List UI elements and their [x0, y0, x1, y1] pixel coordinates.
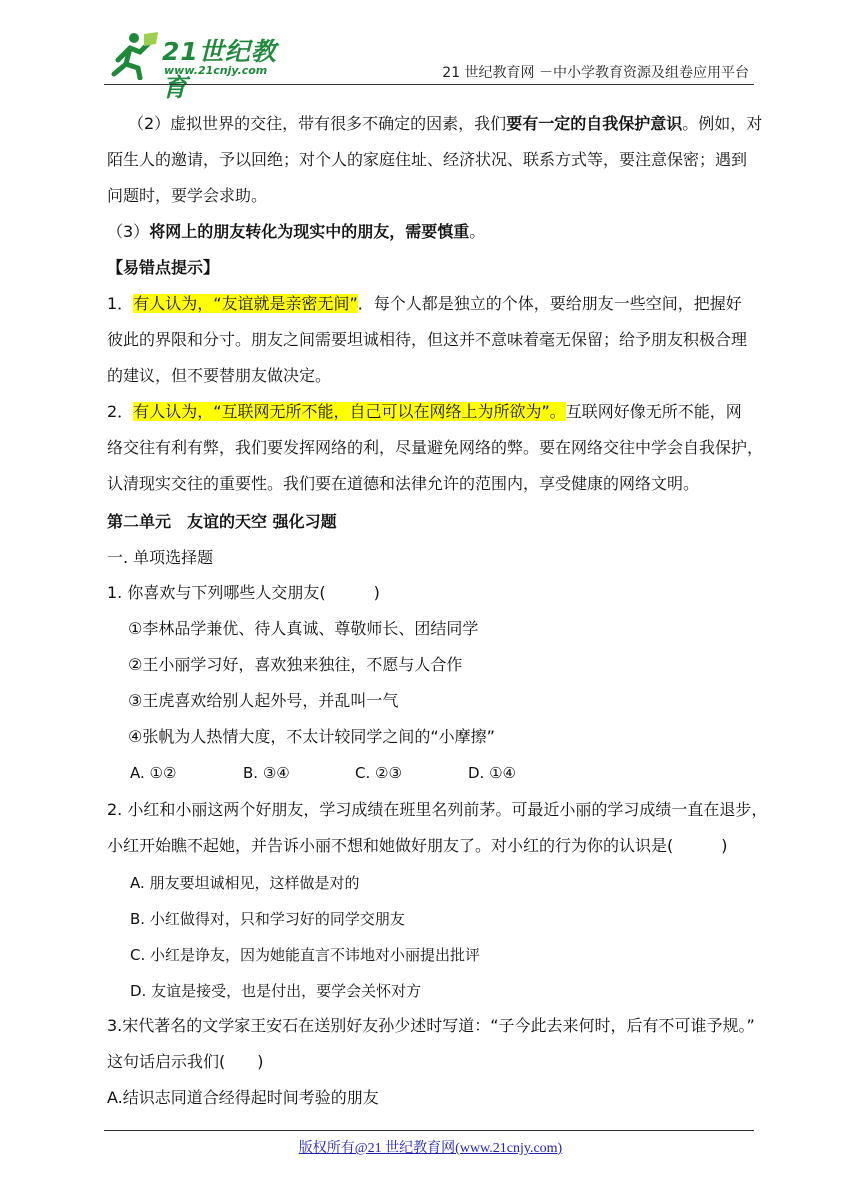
tip-2-line-1	[107, 402, 742, 422]
tip-1-line-2: 彼此的界限和分寸。朋友之间需要坦诚相待，但这并不意味着毫无保留；给予朋友积极合理	[107, 330, 748, 349]
question-2-line-1: 2. 小红和小丽这两个好朋友，学习成绩在班里名列前茅。可最近小丽的学习成绩一直在退步，	[107, 800, 768, 819]
text-segment: ．每个人都是独立的个体，要给朋友一些空间，把握好	[357, 294, 742, 313]
question-2-option-d: D. 友谊是接受，也是付出，要学会关怀对方	[130, 982, 422, 1000]
header-tagline: 21 世纪教育网 －中小学教育资源及组卷应用平台	[442, 65, 749, 81]
tip-2-line-2: 络交往有利有弊，我们要发挥网络的利，尽量避免网络的弊。要在网络交往中学会自我保护，	[107, 438, 764, 457]
question-1-item: ③王虎喜欢给别人起外号，并乱叫一气	[128, 691, 399, 710]
runner-logo-icon	[104, 30, 160, 80]
bold-text: 要有一定的自我保护意识	[506, 114, 683, 133]
header-divider	[104, 84, 754, 85]
question-2-option-a: A. 朋友要坦诚相见，这样做是对的	[130, 874, 360, 892]
copyright-link[interactable]: 版权所有@21 世纪教育网(www.21cnjy.com)	[298, 1141, 563, 1156]
tip-1-line-1	[107, 294, 742, 314]
paragraph-2-line-3: 问题时，要学会求助。	[107, 186, 268, 205]
question-1-item: ②王小丽学习好，喜欢独来独往，不愿与人合作	[128, 655, 463, 674]
unit-title: 第二单元 友谊的天空 强化习题	[107, 512, 337, 531]
question-1-option-c: C. ②③	[355, 764, 402, 782]
paragraph-2-line-1	[128, 114, 762, 134]
question-3-line-2: 这句话启示我们( )	[107, 1052, 264, 1071]
logo-url: www.21cnjy.com	[164, 64, 268, 77]
question-3-option-a: A.结识志同道合经得起时间考验的朋友	[107, 1088, 379, 1107]
section-heading: 一. 单项选择题	[107, 548, 214, 567]
text-segment: 。例如，对	[682, 114, 763, 133]
paragraph-3	[107, 222, 485, 242]
question-1-option-b: B. ③④	[243, 764, 290, 782]
tip-number: 1．	[107, 294, 134, 313]
question-2-option-c: C. 小红是诤友，因为她能直言不讳地对小丽提出批评	[130, 946, 481, 964]
footer-divider	[104, 1130, 754, 1131]
question-1-item: ①李林品学兼优、待人真诚、尊敬师长、团结同学	[128, 619, 479, 638]
paragraph-2-line-2: 陌生人的邀请，予以回绝；对个人的家庭住址、经济状况、联系方式等，要注意保密；遇到	[107, 150, 748, 169]
question-3-line-1: 3.宋代著名的文学家王安石在送别好友孙少述时写道：“子今此去来何时，后有不可谁予规。”	[107, 1016, 755, 1035]
bold-text: 将网上的朋友转化为现实中的朋友，需要慎重	[149, 222, 470, 241]
question-1-option-a: A. ①②	[130, 764, 177, 782]
site-logo	[104, 30, 294, 102]
logo-text: 21世纪教育	[162, 37, 277, 102]
question-1-item: ④张帆为人热情大度，不太计较同学之间的“小摩擦”	[128, 727, 495, 746]
question-2-option-b: B. 小红做得对，只和学习好的同学交朋友	[130, 910, 405, 928]
tip-1-line-3: 的建议，但不要替朋友做决定。	[107, 366, 332, 385]
text-segment: 互联网好像无所不能，网	[565, 402, 742, 421]
tip-number: 2．	[107, 402, 134, 421]
highlighted-text: 有人认为，“互联网无所不能，自己可以在网络上为所欲为”。	[133, 402, 566, 421]
tips-heading: 【易错点提示】	[107, 258, 220, 277]
tip-2-line-3: 认清现实交往的重要性。我们要在道德和法律允许的范围内，享受健康的网络文明。	[107, 474, 700, 493]
text-segment: 。	[469, 222, 486, 241]
text-segment: （3）	[107, 222, 150, 241]
highlighted-text: 有人认为，“友谊就是亲密无间”	[133, 294, 358, 313]
question-1-option-d: D. ①④	[468, 764, 516, 782]
question-2-line-2: 小红开始瞧不起她，并告诉小丽不想和她做好朋友了。对小红的行为你的认识是( )	[107, 836, 728, 855]
question-1: 1. 你喜欢与下列哪些人交朋友( )	[107, 583, 380, 602]
text-segment: （2）虚拟世界的交往，带有很多不确定的因素，我们	[128, 114, 507, 133]
